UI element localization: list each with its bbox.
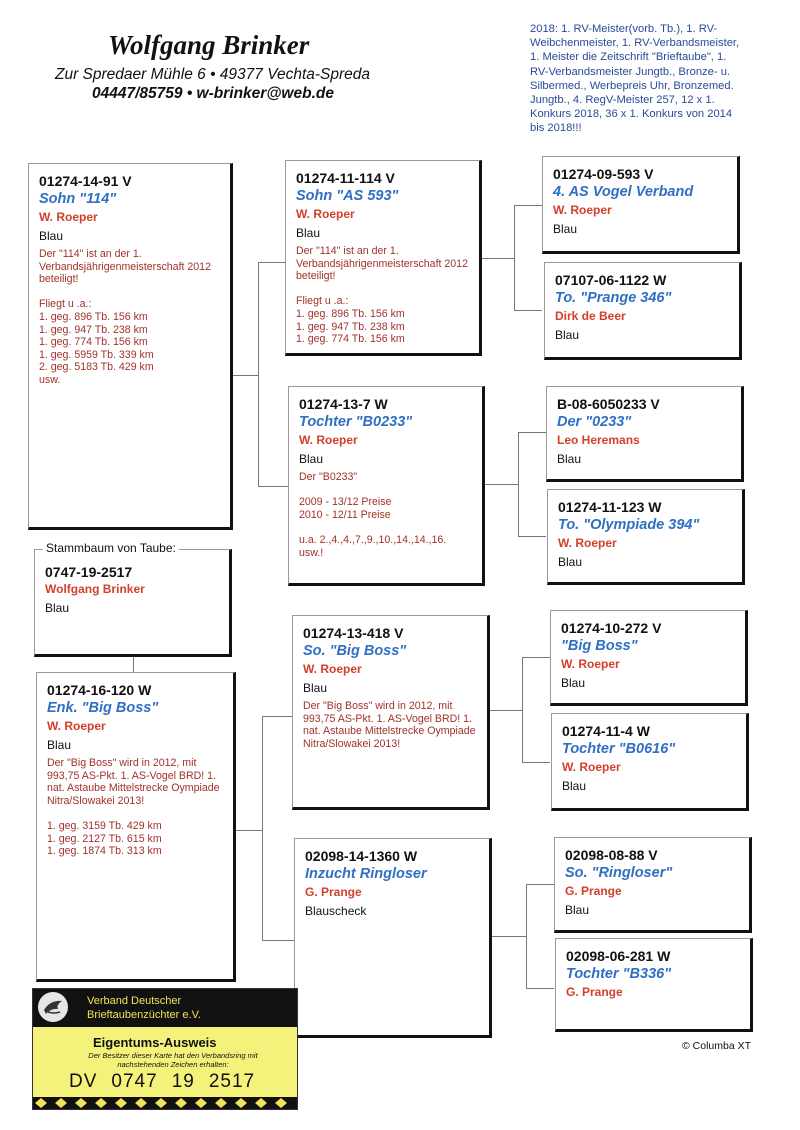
connector — [262, 940, 294, 941]
breeder: Leo Heremans — [557, 433, 640, 447]
ring-number: 02098-06-281 W — [566, 948, 671, 964]
connector — [514, 205, 515, 310]
breeder: G. Prange — [565, 884, 622, 898]
pattern-band — [33, 1097, 297, 1109]
connector — [490, 936, 526, 937]
color: Blau — [296, 226, 321, 240]
ring-number: 02098-14-1360 W — [305, 848, 418, 864]
connector — [514, 205, 542, 206]
breeder: W. Roeper — [561, 657, 620, 671]
breeder: W. Roeper — [296, 207, 355, 221]
ring-number: 01274-11-4 W — [562, 723, 650, 739]
pigeon-name: "Big Boss" — [561, 638, 638, 654]
pigeon-name: So. "Ringloser" — [565, 865, 673, 881]
ggp-mmf-card — [554, 837, 752, 933]
pigeon-name: To. "Olympiade 394" — [558, 517, 700, 533]
ring-number: 01274-13-7 W — [299, 396, 388, 412]
color: Blau — [39, 229, 64, 243]
pedigree-label: Stammbaum von Taube: — [43, 541, 179, 555]
color: Blau — [561, 676, 586, 690]
ring-number: 01274-10-272 V — [561, 620, 662, 636]
notes: Der "Big Boss" wird in 2012, mit 993,75 AS-Pkt. 1. AS-Vogel BRD! 1. nat. Astaube Mittelstrecke Oympiade Nitra/Slowakei 2013! — [303, 700, 476, 750]
ownership-text: Der Besitzer dieser Karte hat den Verbandsring mit nachstehenden Zeichen erhalten: — [88, 1051, 258, 1069]
color: Blau — [555, 328, 580, 342]
connector — [258, 262, 259, 486]
color: Blau — [45, 601, 70, 615]
color: Blau — [562, 779, 587, 793]
grandfather-maternal-card — [292, 615, 490, 810]
color: Blau — [558, 555, 583, 569]
connector — [522, 762, 550, 763]
connector — [526, 884, 527, 988]
pigeon-name: Enk. "Big Boss" — [47, 700, 159, 716]
connector — [522, 657, 523, 762]
father-card — [28, 163, 233, 530]
pigeon-name: 4. AS Vogel Verband — [553, 184, 694, 200]
color: Blau — [565, 903, 590, 917]
ring-number: 01274-11-123 W — [558, 499, 662, 515]
breeder: G. Prange — [305, 885, 362, 899]
owner: Wolfgang Brinker — [45, 582, 145, 596]
pigeon-name: Sohn "114" — [39, 191, 117, 207]
ownership-card — [32, 988, 298, 1110]
ring-number: B-08-6050233 V — [557, 396, 660, 412]
ring-number: 01274-13-418 V — [303, 625, 404, 641]
breeder: W. Roeper — [562, 760, 621, 774]
connector — [488, 710, 522, 711]
pigeon-name: Tochter "B336" — [566, 966, 672, 982]
pigeon-logo-icon — [38, 992, 68, 1022]
connector — [133, 656, 134, 672]
ring-number: 01274-14-91 V — [39, 173, 132, 189]
pigeon-name: Tochter "B0616" — [562, 741, 676, 757]
connector — [231, 375, 259, 376]
connector — [514, 310, 542, 311]
ring-number: 0747-19-2517 — [45, 564, 133, 580]
connector — [234, 830, 262, 831]
grandmother-paternal-card — [288, 386, 485, 586]
connector — [480, 258, 514, 259]
ring-number: 01274-16-120 W — [47, 682, 152, 698]
ring-nr: 0747 — [111, 1071, 158, 1092]
ggp-mmm-card — [555, 938, 753, 1032]
breeder: W. Roeper — [47, 719, 106, 733]
subject-card — [34, 549, 232, 657]
pigeon-name: To. "Prange 346" — [555, 290, 672, 306]
ring-number: 07107-06-1122 W — [555, 272, 667, 288]
connector — [262, 716, 292, 717]
breeder-name: Wolfgang Brinker — [108, 30, 310, 60]
notes: Der "B0233" 2009 - 13/12 Preise 2010 - 12/11 Preise u.a. 2.,4.,4.,7.,9.,10.,14.,14.,16. usw.! — [299, 471, 447, 559]
connector — [482, 484, 518, 485]
breeder: W. Roeper — [558, 536, 617, 550]
breeder: W. Roeper — [299, 433, 358, 447]
pigeon-name: Sohn "AS 593" — [296, 188, 399, 204]
connector — [258, 486, 288, 487]
notes: Der "114" ist an der 1. Verbandsjährigenmeisterschaft 2012 beteiligt! Fliegt u .a.: 1. geg. 896 Tb. 156 km 1. geg. 947 Tb. 238 km 1. geg. 774 Tb. 156 km — [296, 245, 468, 346]
breeder: Dirk de Beer — [555, 309, 626, 323]
connector — [262, 716, 263, 940]
connector — [518, 432, 519, 536]
grandmother-maternal-card — [294, 838, 492, 1038]
achievements-text: 2018: 1. RV-Meister(vorb. Tb.), 1. RV-Weibchenmeister, 1. RV-Verbandsmeister, 1. Meister die Zeitschrift "Brieftaube", 1. RV-Verbandsmeister Jungtb., Bronze- u. Silbermed., Werbepreis Uhr, Bronzemed. Jungtb., 4. RegV-Meister 257, 12 x 1. Konkurs 2018, 36 x 1. Konkurs von 2014 bis 2018!!! — [530, 23, 740, 135]
ring-number: 01274-11-114 V — [296, 170, 395, 186]
ownership-title: Eigentums-Ausweis — [93, 1035, 217, 1050]
pigeon-name: Tochter "B0233" — [299, 414, 413, 430]
ring-prefix: DV — [69, 1071, 98, 1092]
pigeon-name: So. "Big Boss" — [303, 643, 407, 659]
connector — [518, 432, 546, 433]
ownership-ring — [69, 1071, 269, 1093]
breeder-contact: 04447/85759 • w-brinker@web.de — [92, 85, 334, 102]
org-name-line2: Brieftaubenzüchter e.V. — [87, 1009, 201, 1021]
connector — [258, 262, 286, 263]
color: Blau — [553, 222, 578, 236]
org-name-line1: Verband Deutscher — [87, 995, 182, 1007]
ring-no: 2517 — [208, 1071, 256, 1092]
ggp-mff-card — [550, 610, 748, 706]
ownership-card-header — [33, 989, 297, 1027]
ggp-fmm-card — [547, 489, 745, 585]
notes: Der "114" ist an der 1. Verbandsjährigenmeisterschaft 2012 beteiligt! Fliegt u .a.: 1. geg. 896 Tb. 156 km 1. geg. 947 Tb. 238 km 1. geg. 774 Tb. 156 km 1. geg. 5959 Tb. 339 km 2. geg. 5183 Tb. 429 km usw. — [39, 248, 211, 386]
mother-card — [36, 672, 236, 982]
breeder: W. Roeper — [39, 210, 98, 224]
ring-number: 02098-08-88 V — [565, 847, 658, 863]
connector — [522, 657, 550, 658]
notes: Der "Big Boss" wird in 2012, mit 993,75 AS-Pkt. 1. AS-Vogel BRD! 1. nat. Astaube Mittelstrecke Oympiade Nitra/Slowakei 2013! 1. geg. 3159 Tb. 429 km 1. geg. 2127 Tb. 615 km 1. geg. 1874 Tb. 313 km — [47, 757, 220, 858]
color: Blau — [299, 452, 324, 466]
ring-number: 01274-09-593 V — [553, 166, 654, 182]
color: Blau — [557, 452, 582, 466]
ggp-fmf-card — [546, 386, 744, 482]
color: Blauscheck — [305, 904, 367, 918]
ggp-mfm-card — [551, 713, 749, 811]
breeder: G. Prange — [566, 985, 623, 999]
breeder-address: Zur Spredaer Mühle 6 • 49377 Vechta-Spreda — [55, 66, 371, 83]
color: Blau — [303, 681, 328, 695]
connector — [526, 988, 554, 989]
grandfather-paternal-card — [285, 160, 482, 356]
ggp-ffm-card — [544, 262, 742, 360]
pigeon-name: Der "0233" — [557, 414, 632, 430]
ggp-fff-card — [542, 156, 740, 254]
breeder: W. Roeper — [553, 203, 612, 217]
pigeon-name: Inzucht Ringloser — [305, 866, 427, 882]
color: Blau — [47, 738, 72, 752]
copyright: © Columba XT — [682, 1040, 752, 1052]
breeder: W. Roeper — [303, 662, 362, 676]
connector — [518, 536, 546, 537]
ring-year: 19 — [171, 1071, 195, 1092]
connector — [526, 884, 554, 885]
